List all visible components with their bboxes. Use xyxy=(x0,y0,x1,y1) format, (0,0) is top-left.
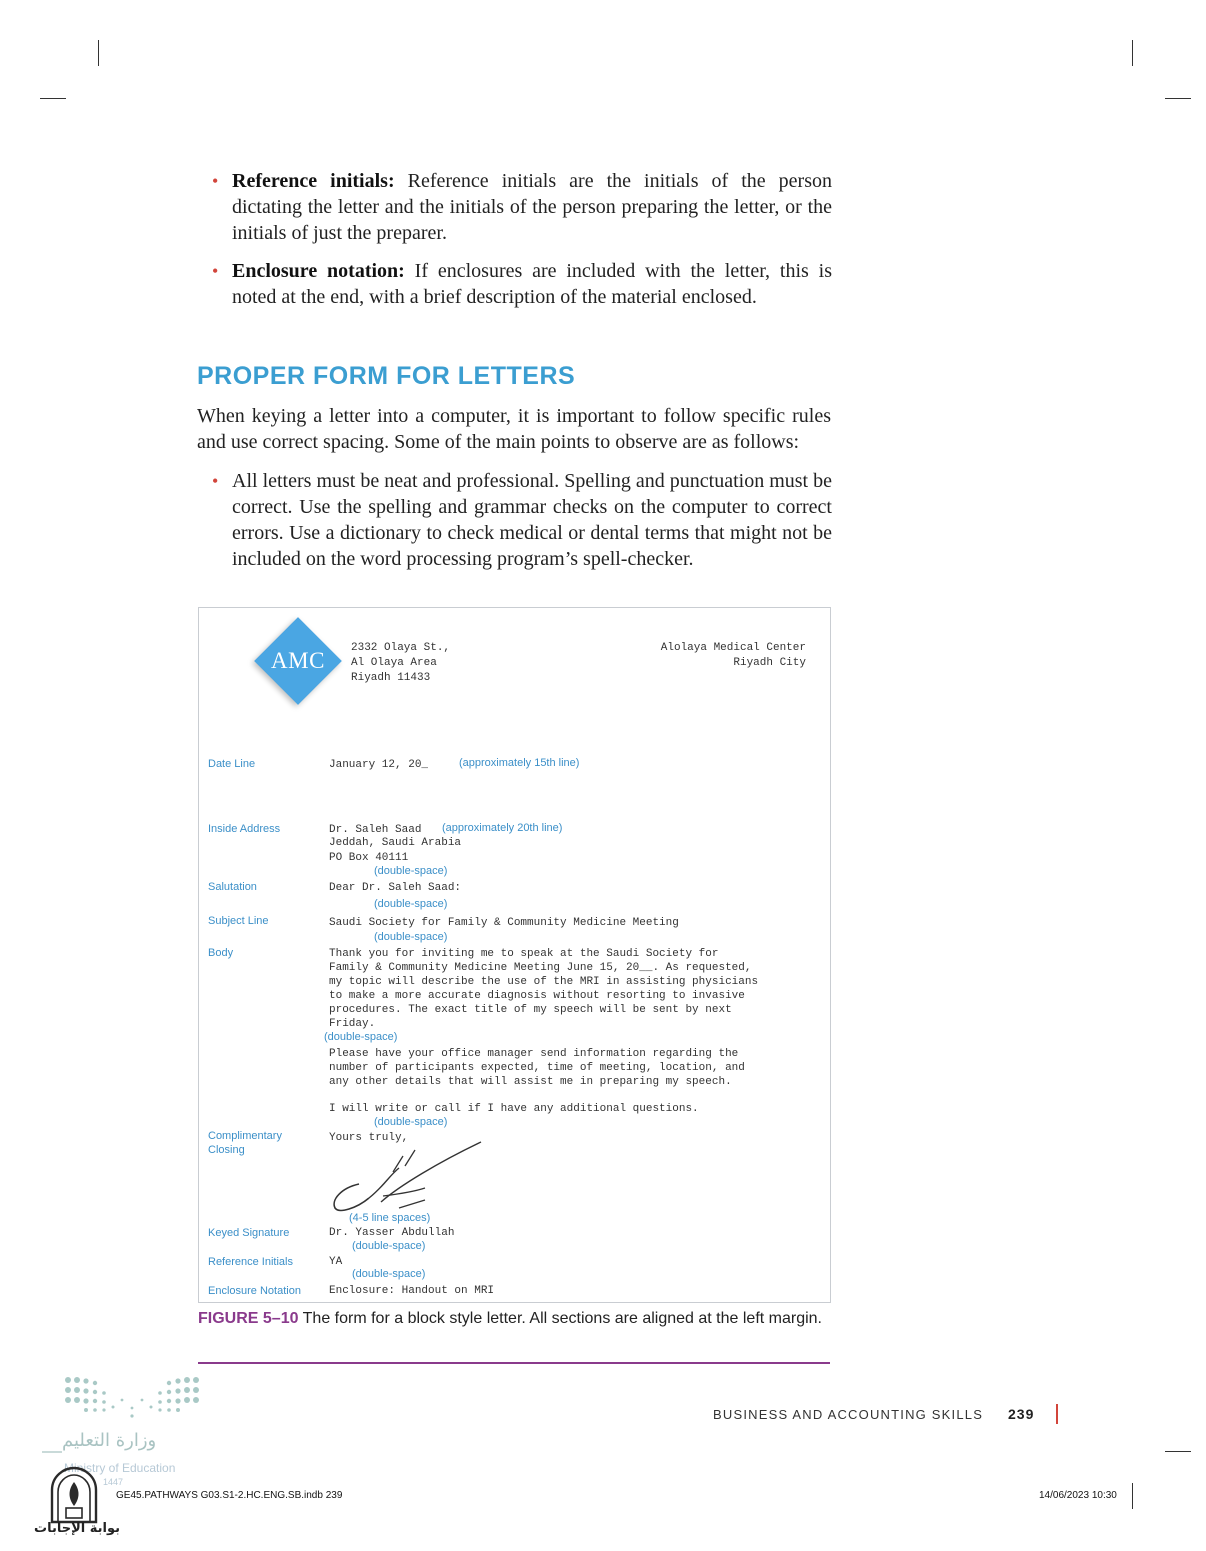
double-space-note: (double-space) xyxy=(374,898,448,910)
date-note: (approximately 15th line) xyxy=(459,757,580,769)
section-heading: PROPER FORM FOR LETTERS xyxy=(197,362,576,390)
inside-address-name: Dr. Saleh Saad xyxy=(329,824,422,836)
print-slug-datetime: 14/06/2023 10:30 xyxy=(1039,1490,1117,1501)
answers-portal-logo xyxy=(46,1466,102,1524)
label-date-line: Date Line xyxy=(208,758,256,770)
crop-mark xyxy=(98,40,99,66)
bullet-item xyxy=(212,168,832,246)
bullet-dot: • xyxy=(212,471,219,491)
body-line: to make a more accurate diagnosis without resorting to invasive xyxy=(329,990,745,1002)
figure-number: FIGURE 5–10 xyxy=(198,1310,299,1327)
ministry-arabic-name: وزارة التعليم xyxy=(62,1430,157,1451)
double-space-note: (double-space) xyxy=(374,865,448,877)
body-line: Thank you for inviting me to speak at the Saudi Society for xyxy=(329,948,719,960)
center-city: Riyadh City xyxy=(733,657,806,669)
ministry-year: 1447 xyxy=(103,1477,124,1487)
bullet-item xyxy=(212,468,832,572)
figure-caption xyxy=(198,1308,832,1330)
bullet-term: Reference initials: xyxy=(232,170,395,192)
bullet-dot: • xyxy=(212,171,219,191)
body-line: Family & Community Medicine Meeting June 15, 20__. As requested, xyxy=(329,962,752,974)
body-line: procedures. The exact title of my speech will be sent by next xyxy=(329,1004,732,1016)
subject-text: Saudi Society for Family & Community Medicine Meeting xyxy=(329,917,679,929)
label-reference-initials: Reference Initials xyxy=(208,1256,293,1268)
double-space-note: (double-space) xyxy=(352,1240,426,1252)
double-space-note: (double-space) xyxy=(374,1116,448,1128)
sender-address-line: 2332 Olaya St., xyxy=(351,642,451,654)
label-inside-address: Inside Address xyxy=(208,823,281,835)
center-name: Alolaya Medical Center xyxy=(660,642,806,654)
handwritten-signature xyxy=(329,1136,489,1216)
bullet-list-bottom xyxy=(212,468,832,584)
ministry-english-name: Ministry of Education xyxy=(64,1461,176,1475)
body-line: my topic will describe the use of the MRI in assisting physicians xyxy=(329,976,759,988)
crop-mark xyxy=(40,98,66,99)
crop-mark xyxy=(1132,1483,1133,1509)
crop-mark xyxy=(1132,40,1133,66)
amc-logo-text: AMC xyxy=(271,648,325,673)
closing-text: Yours truly, xyxy=(329,1132,409,1144)
footer-book-title: BUSINESS AND ACCOUNTING SKILLS xyxy=(713,1407,984,1422)
label-keyed-signature: Keyed Signature xyxy=(208,1227,290,1239)
bullet-text: If enclosures are included with the letter, this is noted at the end, with a brief description of the material enclosed. xyxy=(232,260,832,308)
keyed-signature-text: Dr. Yasser Abdullah xyxy=(329,1227,455,1239)
label-body: Body xyxy=(208,947,234,959)
intro-paragraph: When keying a letter into a computer, it is important to follow specific rules and use correct spacing. Some of the main points to observe are as follows: xyxy=(197,405,831,453)
salutation-text: Dear Dr. Saleh Saad: xyxy=(329,882,462,894)
double-space-note: (double-space) xyxy=(324,1031,398,1043)
letter-figure xyxy=(198,607,831,1303)
body-line: Please have your office manager send information regarding the xyxy=(329,1048,739,1060)
bullet-list-top xyxy=(212,168,832,322)
sender-address-line: Riyadh 11433 xyxy=(351,672,431,684)
bullet-text: Reference initials are the initials of the person dictating the letter and the initials of the person preparing the letter, or the initials of just the preparer. xyxy=(232,170,832,244)
body-line: any other details that will assist me in preparing my speech. xyxy=(329,1076,732,1088)
bullet-term: Enclosure notation: xyxy=(232,260,405,282)
date-text: January 12, 20_ xyxy=(329,759,429,771)
figure-caption-text: The form for a block style letter. All sections are aligned at the left margin. xyxy=(298,1310,822,1327)
bullet-dot: • xyxy=(212,261,219,281)
label-complimentary-closing: Complimentary Closing xyxy=(208,1130,282,1156)
inside-address-note: (approximately 20th line) xyxy=(442,822,563,834)
double-space-note: (double-space) xyxy=(374,931,448,943)
page-number: 239 xyxy=(1008,1406,1035,1422)
bullet-item xyxy=(212,258,832,310)
signature-spacing-note: (4-5 line spaces) xyxy=(349,1212,431,1224)
reference-initials-text: YA xyxy=(329,1256,343,1268)
enclosure-text: Enclosure: Handout on MRI xyxy=(329,1285,495,1297)
label-enclosure-notation: Enclosure Notation xyxy=(208,1285,301,1297)
bullet-text: All letters must be neat and professional. Spelling and punctuation must be correct. Use the spelling and grammar checks on the computer to correct errors. Use a dictionary to check medical or dental terms that might not be included on the word processing program’s spell-checker. xyxy=(232,470,832,570)
answers-portal-text: بوابة الإجابات xyxy=(34,1521,120,1536)
body-line: Friday. xyxy=(329,1018,376,1030)
page-number-bar xyxy=(1056,1404,1058,1424)
body-line: I will write or call if I have any additional questions. xyxy=(329,1103,699,1115)
label-salutation: Salutation xyxy=(208,881,257,893)
label-subject-line: Subject Line xyxy=(208,915,269,927)
print-slug-file: GE45.PATHWAYS G03.S1-2.HC.ENG.SB.indb 239 xyxy=(116,1490,343,1501)
inside-address-line: Jeddah, Saudi Arabia xyxy=(329,837,462,849)
double-space-note: (double-space) xyxy=(352,1268,426,1280)
sender-address-line: Al Olaya Area xyxy=(351,657,437,669)
inside-address-line: PO Box 40111 xyxy=(329,852,409,864)
crop-mark xyxy=(1165,1451,1191,1452)
body-line: number of participants expected, time of meeting, location, and xyxy=(329,1062,745,1074)
caption-rule xyxy=(198,1362,830,1364)
crop-mark xyxy=(1165,98,1191,99)
